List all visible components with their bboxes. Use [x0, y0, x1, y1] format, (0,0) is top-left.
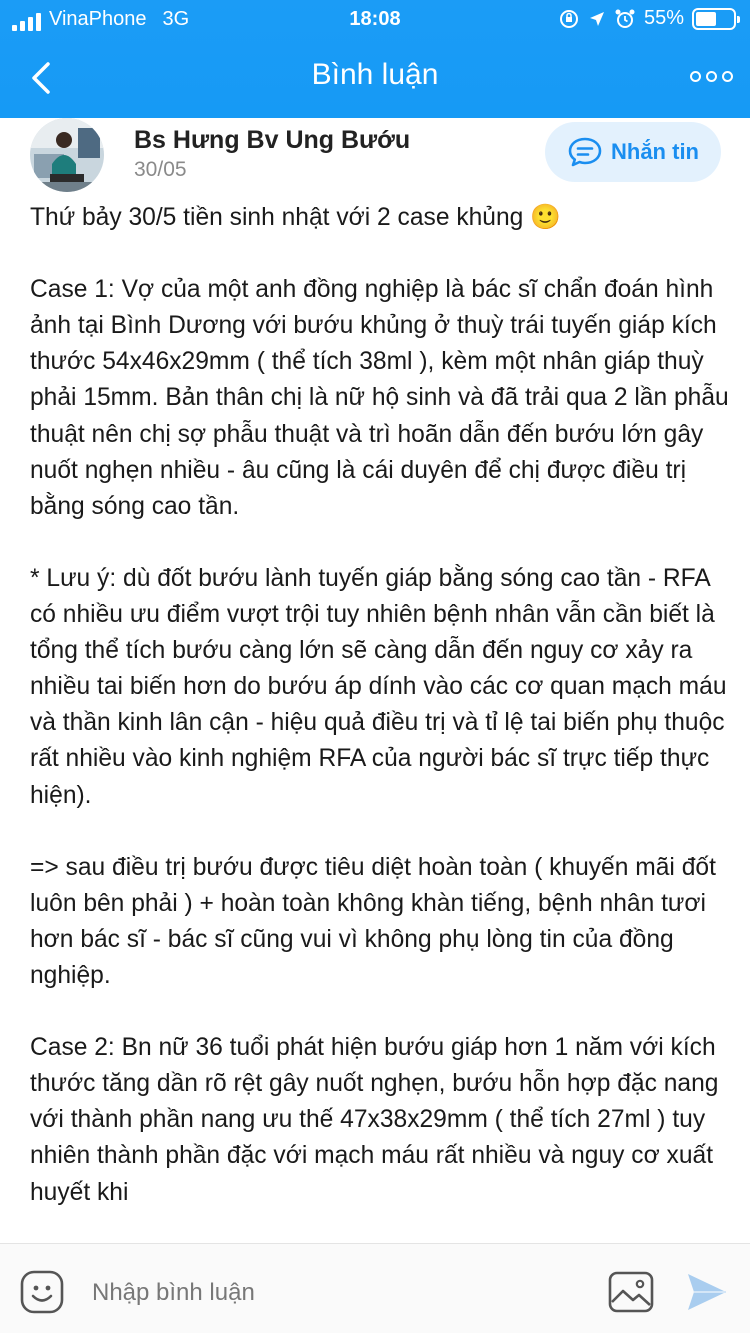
top-bar	[0, 0, 750, 118]
avatar[interactable]	[30, 118, 104, 192]
chat-bubble-icon	[567, 136, 603, 168]
post-paragraph: Thứ bảy 30/5 tiền sinh nhật với 2 case khủng 🙂	[30, 204, 561, 231]
navigation-bar	[0, 40, 750, 114]
image-icon[interactable]	[607, 1270, 655, 1314]
post-paragraph: => sau điều trị bướu được tiêu diệt hoàn toàn ( khuyến mãi đốt luôn bên phải ) + hoàn toàn không khàn tiếng, bệnh nhân tươi hơn bác sĩ - bác sĩ cũng vui vì không phụ lòng tin của đồng nghiệp.	[30, 853, 716, 989]
post-content-area[interactable]	[0, 118, 750, 1240]
status-bar	[0, 0, 750, 38]
comment-bar	[0, 1243, 750, 1333]
clock: 18:08	[349, 8, 401, 30]
comment-input[interactable]	[92, 1274, 572, 1312]
post-date: 30/05	[134, 158, 187, 181]
post-header	[0, 118, 750, 198]
network-label: 3G	[162, 8, 190, 30]
status-right	[558, 7, 736, 30]
battery-icon	[692, 8, 736, 30]
screen-rotation-lock-icon	[558, 8, 580, 30]
author-name[interactable]: Bs Hưng Bv Ung Bướu	[134, 126, 411, 154]
send-message-button[interactable]	[545, 122, 721, 182]
emoji-icon[interactable]	[18, 1268, 66, 1316]
carrier-label: VinaPhone	[49, 8, 147, 30]
location-icon	[588, 10, 606, 28]
post-body	[30, 200, 730, 1240]
post-paragraph: * Lưu ý: dù đốt bướu lành tuyến giáp bằng sóng cao tần - RFA có nhiều ưu điểm vượt trội tuy nhiên bệnh nhân vẫn cần biết là tổng thể tích bướu càng lớn sẽ càng dẫn đến nguy cơ xảy ra nhiều tai biến hơn do bướu áp dính vào các cơ quan mạch máu và thần kinh lân cận - hiệu quả điều trị và tỉ lệ tai biến phụ thuộc rất nhiều vào kinh nghiệm RFA của người bác sĩ trực tiếp thực hiện).	[30, 564, 727, 809]
page-title: Bình luận	[311, 58, 439, 91]
send-message-label: Nhắn tin	[611, 139, 699, 164]
battery-percent: 55%	[643, 7, 684, 29]
alarm-icon	[614, 8, 636, 30]
post-paragraph: Case 2: Bn nữ 36 tuổi phát hiện bướu giáp hơn 1 năm với kích thước tăng dần rõ rệt gây nuốt nghẹn, bướu hỗn hợp đặc nang với thành phần nang ưu thế 47x38x29mm ( thể tích 27ml ) tuy nhiên thành phần đặc với mạch máu rất nhiều và nguy cơ xuất huyết khi	[30, 1034, 719, 1206]
battery-level-fill	[696, 12, 716, 26]
send-icon[interactable]	[685, 1270, 729, 1314]
more-options-icon[interactable]	[690, 66, 736, 86]
post-paragraph: Case 1: Vợ của một anh đồng nghiệp là bác sĩ chẩn đoán hình ảnh tại Bình Dương với bướu khủng ở thuỳ trái tuyến giáp kích thước 54x46x29mm ( thể tích 38ml ), kèm một nhân giáp thuỳ phải 15mm. Bản thân chị là nữ hộ sinh và đã trải qua 2 lần phẫu thuật nên chị sợ phẫu thuật và trì hoãn dẫn đến bướu lớn gây nuốt nghẹn nhiều - âu cũng là cái duyên để chị được điều trị bằng sóng cao tần.	[30, 276, 729, 520]
